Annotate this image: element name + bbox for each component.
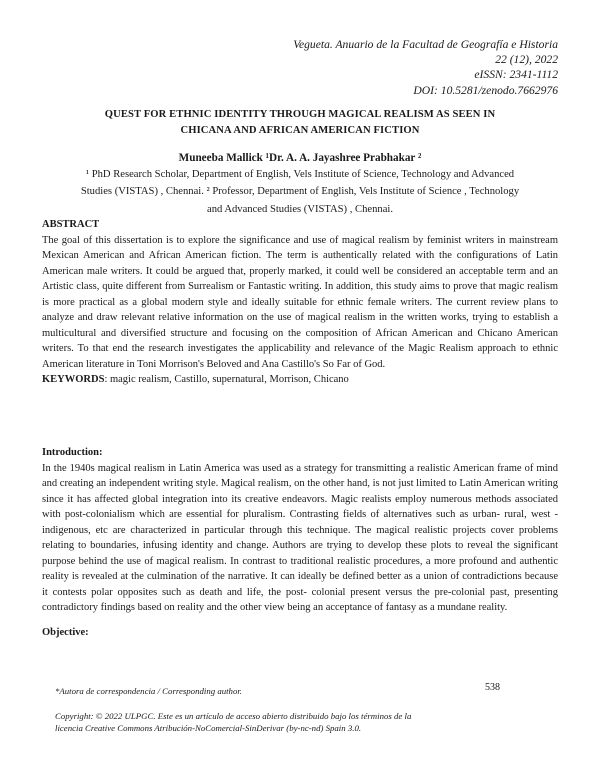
keywords-text: : magic realism, Castillo, supernatural, Morrison, Chicano (104, 374, 349, 385)
objective-heading: Objective: (42, 627, 89, 638)
journal-volume: 22 (12), 2022 (495, 53, 558, 67)
introduction-section (42, 445, 558, 616)
title-line-1: QUEST FOR ETHNIC IDENTITY THROUGH MAGICAL REALISM AS SEEN IN (104, 109, 496, 120)
keywords-label: KEYWORDS (42, 374, 105, 385)
affiliations (40, 166, 560, 218)
corresponding-author-footnote: *Autora de correspondencia / Corresponding author. (55, 686, 243, 696)
affiliation-line-2: Studies (VISTAS) , Chennai. ² Professor, Department of English, Vels Institute of Science , Technology (80, 186, 520, 198)
title-line-2: CHICANA AND AFRICAN AMERICAN FICTION (180, 125, 420, 136)
copyright-line-1: Copyright: © 2022 ULPGC. Este es un artículo de acceso abierto distribuido bajo los términos de la (55, 711, 412, 721)
introduction-text: In the 1940s magical realism in Latin America was used as a strategy for transmitting a realistic American frame of mind and creating an independent writing style. Magical realism, on the other hand, is not just limited to Latin American writing since it has affected global integration into its creative endeavors. Magic realists employ numerous methods associated with post-colonialism which are essential for pluralism. Contrasting fields of alternatives such as urban- rural, west -indigenous, etc are characterized in particular through this technique. The magical realistic projects cover problems relating to boundaries, infusing identity and change. Authors are trying to develop these plots to reveal the significant purpose behind the use of magical realism. In contrast to traditional realistic procedures, a more profound and authentic reality is revealed at the culmination of the narrative. It can ideally be defined better as a union of contradictions because it contests polar opposites such as death and life, the post- colonial present versus the pre-colonial past, presenting contradictory findings based on reality and the other view being an acceptance of fantasy as a mundane reality. (42, 462, 558, 613)
affiliation-line-1: ¹ PhD Research Scholar, Department of English, Vels Institute of Science, Technology and Advanced (85, 169, 515, 180)
introduction-heading: Introduction: (42, 447, 103, 458)
page-number: 538 (485, 682, 500, 693)
affiliation-line-3: and Advanced Studies (VISTAS) , Chennai. (207, 203, 393, 215)
abstract-text: The goal of this dissertation is to explore the significance and use of magical realism by feminist writers in mainstream Mexican American and African American fiction. The term is authentically related with the configurations of Latin American male writers. It could be argued that, properly marked, it could well be considered an acceptable term and an Artistic class, quite different from Surrealism or Fantastic writing. In addition, this study aims to prove that magic realism is more practical as a global modern style and ideally suitable for ethnic female writers. The current review plans to analyze and draw relevant relative information on the use of magical realism in the written works, trying to establish a multicultural and diversified structure and focusing on the composition of African American and Chicano American writers. To that end the research investigates the applicability and relevance of the Magic Realism approach to ethnic American literature in Toni Morrison's Beloved and Ana Castillo's So Far of God. (42, 234, 558, 370)
abstract-section (42, 217, 558, 388)
author-list: Muneeba Mallick ¹Dr. A. A. Jayashree Prabhakar ² (178, 152, 422, 164)
copyright-notice (55, 710, 411, 735)
keywords-line (42, 372, 558, 388)
journal-name: Vegueta. Anuario de la Facultad de Geografía e Historia (293, 38, 558, 51)
paper-title (40, 107, 560, 139)
abstract-heading: ABSTRACT (42, 219, 100, 230)
copyright-line-2: licencia Creative Commons Atribución-NoComercial-SinDerivar (by-nc-nd) Spain 3.0. (55, 723, 362, 734)
journal-doi: DOI: 10.5281/zenodo.7662976 (413, 83, 558, 97)
journal-header (293, 37, 558, 98)
journal-issn: eISSN: 2341-1112 (474, 68, 558, 82)
